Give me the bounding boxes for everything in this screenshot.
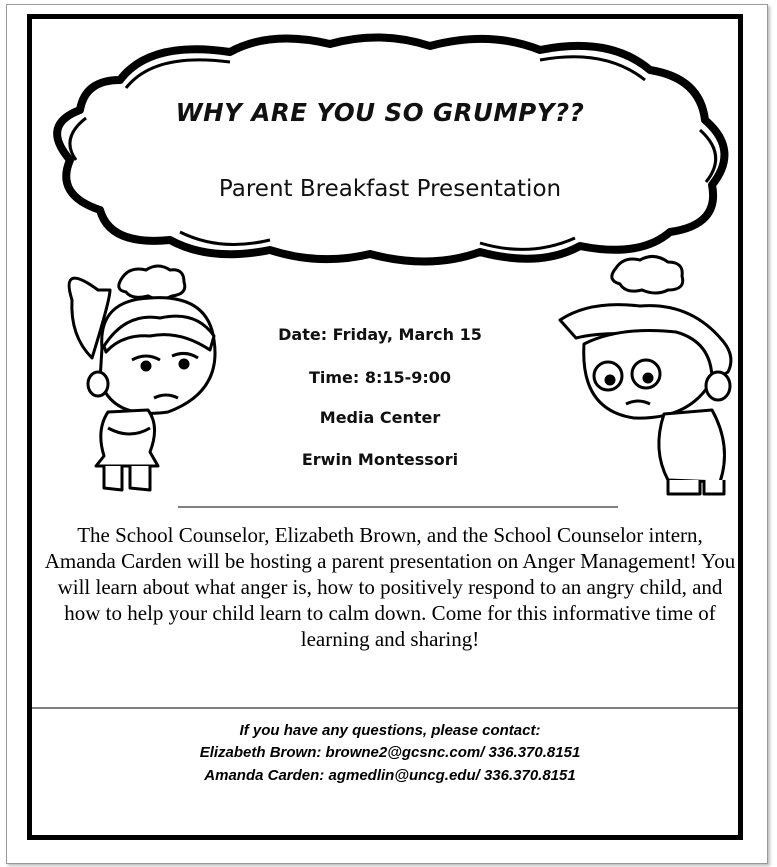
- grumpy-girl-icon: [69, 278, 215, 490]
- flyer-title: WHY ARE YOU SO GRUMPY??: [175, 98, 585, 127]
- event-school: Erwin Montessori: [301, 450, 459, 469]
- grumpy-boy-icon: [560, 305, 731, 494]
- flyer-subtitle: Parent Breakfast Presentation: [218, 176, 562, 202]
- event-description: The School Counselor, Elizabeth Brown, and the School Counselor intern, Amanda Carden will be hosting a parent presentation on Anger Management! You will learn about what anger is, how to positively respond to an angry child, and how to help your child learn to calm down. Come for this informative time of learning and sharing!: [44, 523, 736, 651]
- event-time: Time: 8:15-9:00: [308, 368, 452, 387]
- event-date: Date: Friday, March 15: [278, 325, 482, 344]
- contact-elizabeth-brown: Elizabeth Brown: browne2@gcsnc.com/ 336.370.8151: [199, 744, 581, 761]
- event-location: Media Center: [319, 408, 441, 427]
- contact-heading: If you have any questions, please contact:: [239, 722, 541, 739]
- thought-cloud-icon: [57, 37, 724, 261]
- contact-amanda-carden: Amanda Carden: agmedlin@uncg.edu/ 336.370.8151: [204, 767, 576, 784]
